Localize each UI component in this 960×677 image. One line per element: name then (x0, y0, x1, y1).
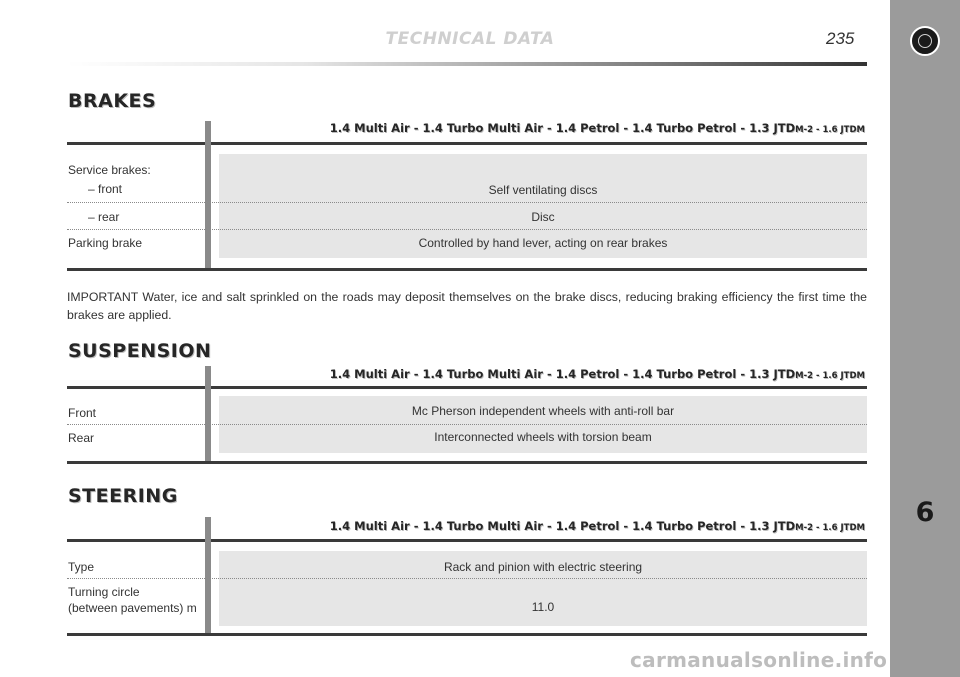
important-note: IMPORTANT Water, ice and salt sprinkled on the roads may deposit themselves on the brake discs, reducing braking efficiency the first time the brakes are applied. (67, 290, 867, 322)
table-divider-bar (205, 121, 211, 270)
table-rule-top (67, 142, 867, 145)
section-title-brakes: BRAKES (68, 90, 157, 112)
table-rule-top (67, 386, 867, 389)
label-front-suspension: Front (68, 406, 97, 420)
engine-header-brakes: 1.4 Multi Air - 1.4 Turbo Multi Air - 1.4 Petrol - 1.4 Turbo Petrol - 1.3 JTDM-2 - 1.6 JTDM (329, 121, 865, 135)
value-front-brakes: Self ventilating discs (488, 183, 598, 197)
running-header-title: TECHNICAL DATA (385, 29, 555, 49)
header-rule (67, 62, 867, 66)
table-rule-bottom (67, 268, 867, 271)
value-turning-circle: 11.0 (531, 600, 555, 614)
value-rear-brakes: Disc (531, 210, 555, 224)
section-title-steering: STEERING (68, 485, 178, 507)
row-separator (67, 202, 867, 203)
value-rear-suspension: Interconnected wheels with torsion beam (434, 430, 652, 444)
value-front-suspension: Mc Pherson independent wheels with anti-roll bar (411, 404, 675, 418)
value-parking-brake: Controlled by hand lever, acting on rear brakes (418, 236, 668, 250)
table-rule-bottom (67, 633, 867, 636)
chapter-side-tab (890, 0, 960, 677)
chapter-number: 6 (915, 497, 935, 528)
label-parking-brake: Parking brake (68, 236, 143, 250)
label-rear-brakes: – rear (88, 210, 120, 224)
label-turning-circle: Turning circle (68, 585, 140, 599)
table-rule-bottom (67, 461, 867, 464)
engine-header-steering: 1.4 Multi Air - 1.4 Turbo Multi Air - 1.4 Petrol - 1.4 Turbo Petrol - 1.3 JTDM-2 - 1.6 JTDM (329, 519, 865, 533)
label-turning-circle-unit: (between pavements) m (68, 601, 197, 615)
watermark: carmanualsonline.info (630, 648, 888, 672)
label-steering-type: Type (68, 560, 95, 574)
label-service-brakes: Service brakes: (68, 163, 151, 177)
label-rear-suspension: Rear (68, 431, 95, 445)
label-front-brakes: – front (88, 182, 123, 196)
table-rule-top (67, 539, 867, 542)
table-divider-bar (205, 517, 211, 635)
alfa-romeo-logo-icon (910, 26, 940, 56)
section-title-suspension: SUSPENSION (68, 340, 212, 362)
value-steering-type: Rack and pinion with electric steering (443, 560, 643, 574)
table-divider-bar (205, 366, 211, 463)
row-separator (67, 578, 867, 579)
row-separator (67, 229, 867, 230)
page-number: 235 (826, 29, 855, 48)
row-separator (67, 424, 867, 425)
engine-header-suspension: 1.4 Multi Air - 1.4 Turbo Multi Air - 1.4 Petrol - 1.4 Turbo Petrol - 1.3 JTDM-2 - 1.6 JTDM (329, 367, 865, 381)
